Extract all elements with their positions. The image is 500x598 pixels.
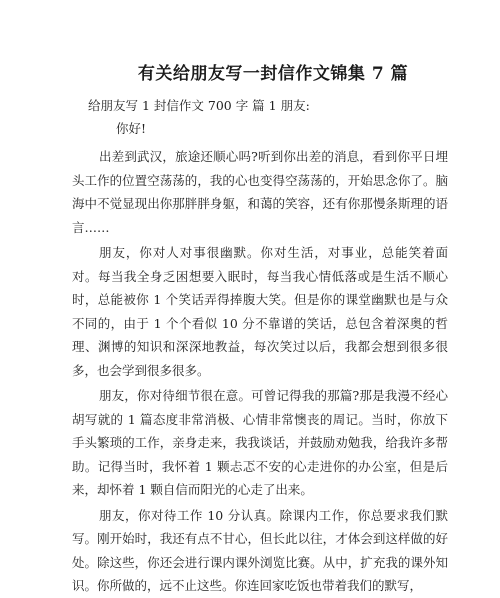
letter-greeting: 你好!	[116, 121, 147, 136]
paragraph-1: 出差到武汉，旅途还顺心吗?听到你出差的消息，看到你平日埋头工作的位置空荡荡的，我的心也变得空荡荡的，开始思念你了。脑海中不觉显现出你那胖胖身躯，和蔼的笑容，还有你那慢条斯理的语言……	[72, 149, 448, 235]
document-title: 有关给朋友写一封信作文锦集 7 篇	[137, 64, 409, 84]
paragraph-3: 朋友，你对待细节很在意。可曾记得我的那篇?那是我漫不经心胡写就的 1 篇态度非常消极、心情非常懊丧的周记。当时，你放下手头繁琐的工作，亲身走来，我我谈话，并鼓励劝勉我，给我许多帮助。记得当时，我怀着 1 颗忐忑不安的心走进你的办公室，但是后来，却怀着 1 颗自信而阳光的心走了出来。	[72, 388, 448, 497]
paragraph-2: 朋友，你对人对事很幽默。你对生活，对事业，总能笑着面对。每当我全身乏困想要入眠时，每当我心情低落或是生活不顺心时，总能被你 1 个笑话弄得捧腹大笑。但是你的课堂幽默也是与众不同的，由于 1 个个看似 10 分不靠谱的笑话，总包含着深奥的哲理、渊博的知识和深深地教益，每次笑过以后，我都会想到很多很多，也会学到很多很多。	[72, 245, 448, 378]
document-subtitle: 给朋友写 1 封信作文 700 字 篇 1 朋友:	[88, 98, 310, 113]
paragraph-4: 朋友，你对待工作 10 分认真。除课内工作，你总要求我们默写。刚开始时，我还有点不甘心，但长此以往，才体会到这样做的好处。除这些，你还会进行课内课外浏览比赛。从中，扩充我的课外知识。你所做的，远不止这些。你连回家吃饭也带着我们的默写，	[72, 507, 448, 593]
